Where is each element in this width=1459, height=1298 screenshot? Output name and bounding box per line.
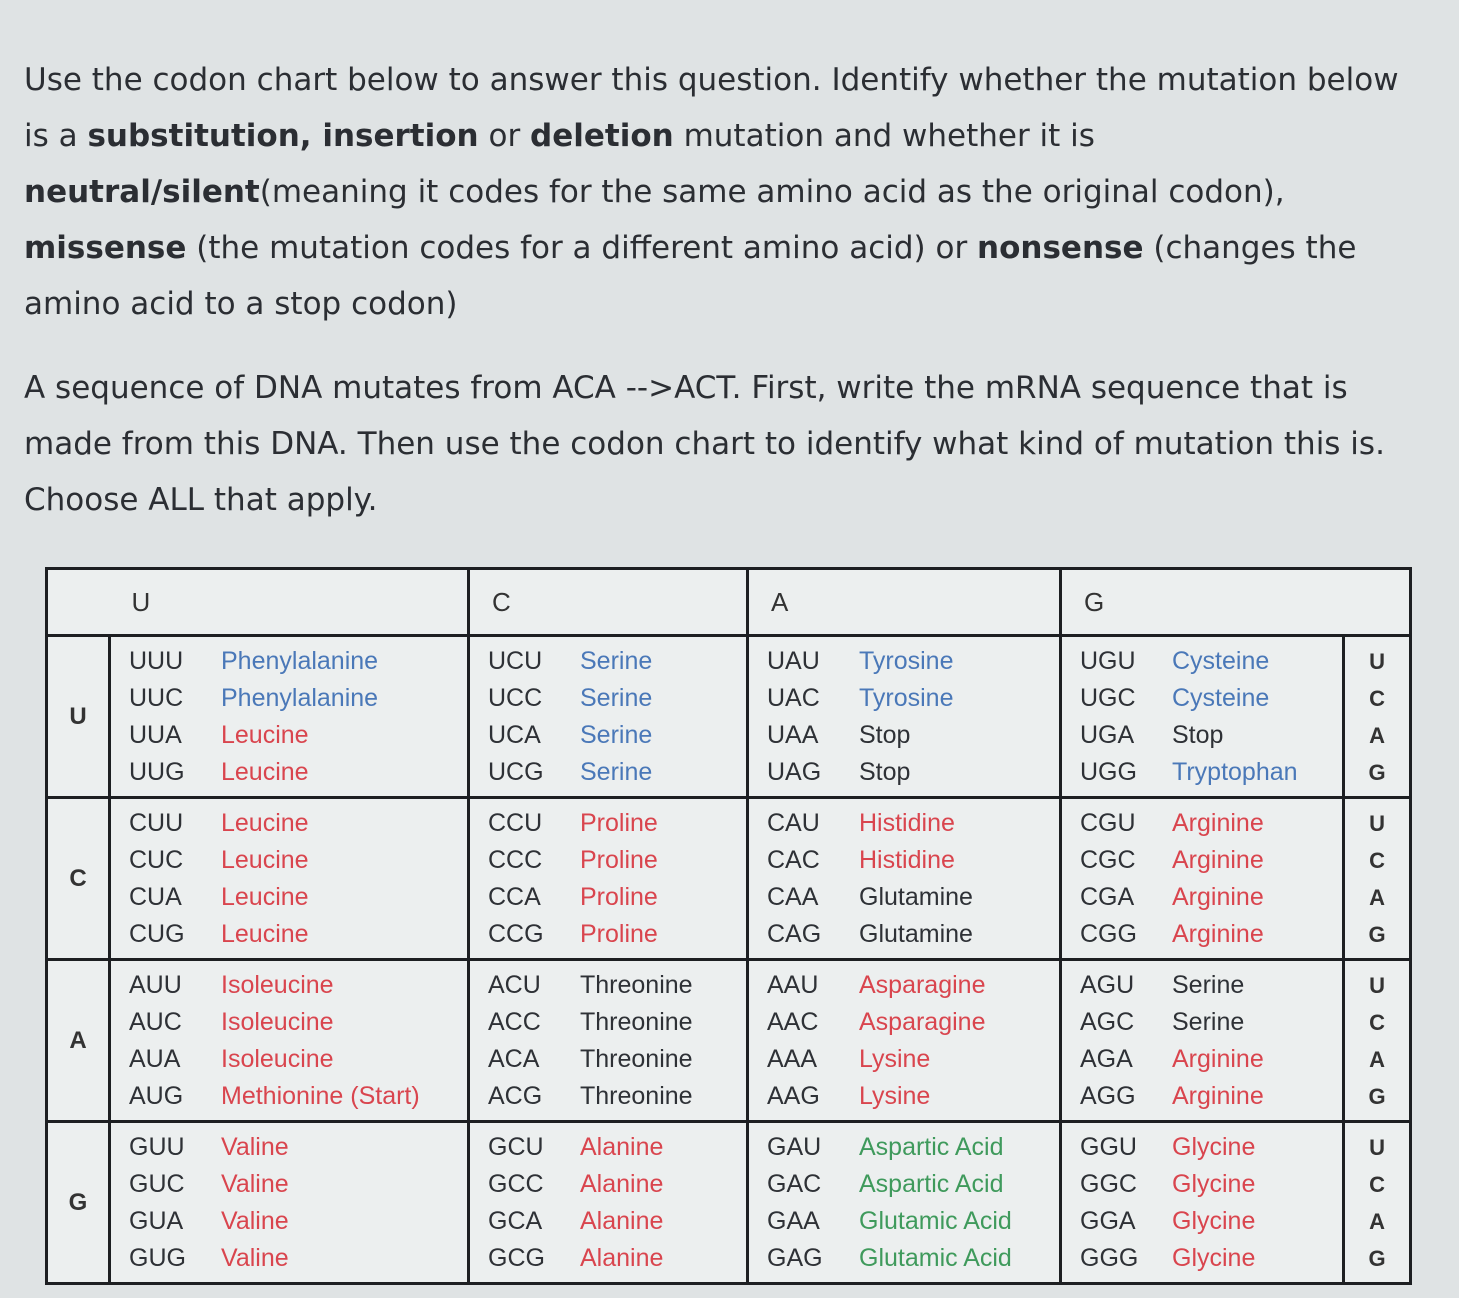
codon-entry (129, 1203, 467, 1240)
amino-acid: Leucine (221, 720, 309, 749)
question-text-run: (meaning it codes for the same amino acid as the original codon), (259, 174, 1285, 210)
amino-acid: Tyrosine (859, 646, 954, 675)
amino-acid: Aspartic Acid (859, 1132, 1004, 1161)
codon: UAC (767, 683, 820, 712)
third-base-label: C (1369, 1009, 1385, 1035)
codon: GAU (767, 1132, 822, 1161)
amino-acid: Alanine (580, 1169, 664, 1198)
codon: UGG (1080, 757, 1137, 786)
amino-acid: Histidine (859, 808, 955, 837)
codon-cell (469, 960, 748, 1122)
amino-acid: Phenylalanine (221, 646, 379, 675)
codon: CAU (767, 808, 820, 837)
amino-acid: Alanine (580, 1206, 664, 1235)
codon: UGA (1080, 720, 1135, 749)
codon: GCC (488, 1169, 544, 1198)
question-text-run: (changes the amino acid to a stop codon) (24, 230, 1357, 322)
amino-acid: Stop (1172, 720, 1224, 749)
codon-entry (1080, 754, 1342, 791)
amino-acid: Phenylalanine (221, 683, 379, 712)
codon-entry (767, 1240, 1059, 1277)
amino-acid: Proline (580, 845, 658, 874)
codon: CGU (1080, 808, 1136, 837)
codon-entry (488, 754, 746, 791)
codon-entry (488, 916, 746, 953)
codon: AUU (129, 970, 182, 999)
amino-acid: Valine (221, 1206, 289, 1235)
third-base-label: G (1368, 921, 1386, 947)
amino-acid: Lysine (859, 1081, 931, 1110)
codon: GUA (129, 1206, 184, 1235)
codon: CUG (129, 919, 185, 948)
codon-entry (488, 1078, 746, 1115)
codon-entry (767, 717, 1059, 754)
amino-acid: Glutamine (859, 919, 973, 948)
codon-entry (129, 1129, 467, 1166)
third-base-labels (1344, 1122, 1411, 1284)
codon-entry (767, 1129, 1059, 1166)
third-base-label: U (1369, 972, 1385, 998)
codon: GUC (129, 1169, 185, 1198)
amino-acid: Arginine (1172, 882, 1264, 911)
chart-corner (47, 569, 110, 636)
codon-entry (1080, 680, 1342, 717)
codon: UCG (488, 757, 544, 786)
codon: ACC (488, 1007, 541, 1036)
amino-acid: Serine (580, 683, 653, 712)
codon: GGG (1080, 1243, 1139, 1272)
codon: CUU (129, 808, 184, 837)
codon-entry (488, 1004, 746, 1041)
amino-acid: Threonine (580, 1044, 693, 1073)
codon-entry (488, 717, 746, 754)
third-base-label: A (1369, 722, 1385, 748)
codon: GGC (1080, 1169, 1137, 1198)
codon: UAG (767, 757, 822, 786)
amino-acid: Asparagine (859, 1007, 986, 1036)
codon-entry (1080, 1129, 1342, 1166)
codon-row-a (47, 960, 1411, 1122)
codon-cell (110, 636, 469, 798)
codon-row-g (47, 1122, 1411, 1284)
amino-acid: Arginine (1172, 845, 1264, 874)
codon: UUA (129, 720, 182, 749)
codon-entry (767, 916, 1059, 953)
amino-acid: Threonine (580, 1081, 693, 1110)
codon: UUC (129, 683, 184, 712)
third-base-label: U (1369, 1134, 1385, 1160)
column-header-c: C (469, 569, 748, 636)
amino-acid: Cysteine (1172, 646, 1270, 675)
codon-entry (1080, 967, 1342, 1004)
codon-entry (129, 967, 467, 1004)
codon: AGC (1080, 1007, 1135, 1036)
codon-cell (110, 1122, 469, 1284)
codon-entry (767, 805, 1059, 842)
codon: CAC (767, 845, 820, 874)
codon-cell (469, 1122, 748, 1284)
amino-acid: Proline (580, 808, 658, 837)
codon: CCA (488, 882, 541, 911)
codon-entry (129, 643, 467, 680)
amino-acid: Leucine (221, 919, 309, 948)
codon: GAA (767, 1206, 820, 1235)
codon-entry (129, 879, 467, 916)
codon-entry (488, 1203, 746, 1240)
amino-acid: Isoleucine (221, 1007, 334, 1036)
amino-acid: Leucine (221, 757, 309, 786)
row-label: G (47, 1122, 110, 1284)
amino-acid: Arginine (1172, 808, 1264, 837)
amino-acid: Methionine (Start) (221, 1081, 420, 1110)
codon: GAC (767, 1169, 822, 1198)
amino-acid: Tryptophan (1172, 757, 1298, 786)
column-header-a: A (748, 569, 1061, 636)
codon-entry (488, 1041, 746, 1078)
amino-acid: Alanine (580, 1243, 664, 1272)
codon-entry (1080, 643, 1342, 680)
codon: UAA (767, 720, 819, 749)
codon-entry (129, 754, 467, 791)
codon-cell (748, 1122, 1061, 1284)
codon-entry (767, 1078, 1059, 1115)
codon-entry (767, 643, 1059, 680)
codon-entry (767, 1041, 1059, 1078)
codon-entry (767, 842, 1059, 879)
amino-acid: Serine (580, 720, 653, 749)
third-base-label: C (1369, 847, 1385, 873)
amino-acid: Threonine (580, 970, 693, 999)
codon-entry (488, 643, 746, 680)
codon-cell (1061, 1122, 1344, 1284)
codon: UCA (488, 720, 541, 749)
third-base-label: U (1369, 648, 1385, 674)
codon: UGC (1080, 683, 1136, 712)
codon-entry (488, 805, 746, 842)
amino-acid: Glycine (1172, 1206, 1256, 1235)
amino-acid: Serine (1172, 970, 1245, 999)
codon: GUG (129, 1243, 186, 1272)
codon-entry (488, 967, 746, 1004)
amino-acid: Isoleucine (221, 970, 334, 999)
codon-entry (767, 680, 1059, 717)
question-text-run: Use the codon chart below to answer this question. Identify whether the mutation below is a (24, 62, 1399, 154)
codon: AAG (767, 1081, 820, 1110)
codon: ACU (488, 970, 541, 999)
codon-cell (1061, 798, 1344, 960)
codon-entry (129, 1004, 467, 1041)
amino-acid: Tyrosine (859, 683, 954, 712)
question-bold-term: missense (24, 230, 187, 266)
amino-acid: Glycine (1172, 1132, 1256, 1161)
amino-acid: Leucine (221, 808, 309, 837)
codon-entry (1080, 1004, 1342, 1041)
codon: CAA (767, 882, 819, 911)
third-base-label: C (1369, 1171, 1385, 1197)
codon-cell (748, 960, 1061, 1122)
amino-acid: Proline (580, 919, 658, 948)
codon: AGG (1080, 1081, 1136, 1110)
codon-entry (488, 842, 746, 879)
codon-entry (767, 1166, 1059, 1203)
codon-entry (767, 1203, 1059, 1240)
codon-cell (110, 960, 469, 1122)
codon: AAC (767, 1007, 819, 1036)
codon-entry (129, 1041, 467, 1078)
third-base-labels (1344, 960, 1411, 1122)
codon: CCG (488, 919, 544, 948)
codon: CUA (129, 882, 182, 911)
amino-acid: Histidine (859, 845, 955, 874)
codon: GCA (488, 1206, 543, 1235)
codon-entry (1080, 916, 1342, 953)
codon: GGA (1080, 1206, 1136, 1235)
codon-entry (129, 680, 467, 717)
codon: GUU (129, 1132, 185, 1161)
third-base-label: A (1369, 884, 1385, 910)
codon-entry (1080, 805, 1342, 842)
question-bold-term: substitution, insertion (87, 118, 479, 154)
codon: CGC (1080, 845, 1136, 874)
third-base-label: G (1368, 1245, 1386, 1271)
codon: GAG (767, 1243, 823, 1272)
third-base-labels (1344, 798, 1411, 960)
codon-entry (129, 842, 467, 879)
amino-acid: Glutamine (859, 882, 973, 911)
codon-entry (488, 1240, 746, 1277)
amino-acid: Leucine (221, 882, 309, 911)
codon-entry (767, 754, 1059, 791)
codon-entry (129, 717, 467, 754)
codon-entry (488, 1129, 746, 1166)
row-label: C (47, 798, 110, 960)
amino-acid: Threonine (580, 1007, 693, 1036)
codon-entry (488, 680, 746, 717)
row-label: U (47, 636, 110, 798)
amino-acid: Aspartic Acid (859, 1169, 1004, 1198)
row-label: A (47, 960, 110, 1122)
codon-entry (1080, 879, 1342, 916)
third-base-labels (1344, 636, 1411, 798)
amino-acid: Arginine (1172, 1044, 1264, 1073)
codon-chart (45, 567, 1412, 1285)
question-text-run: (the mutation codes for a different amino acid) or (186, 230, 978, 266)
amino-acid: Arginine (1172, 1081, 1264, 1110)
amino-acid: Valine (221, 1132, 289, 1161)
amino-acid: Serine (1172, 1007, 1245, 1036)
question-bold-term: deletion (530, 118, 674, 154)
codon: GGU (1080, 1132, 1137, 1161)
codon-cell (110, 798, 469, 960)
question-text-run: mutation and whether it is (673, 118, 1095, 154)
codon-cell (1061, 636, 1344, 798)
codon: UCC (488, 683, 543, 712)
amino-acid: Isoleucine (221, 1044, 334, 1073)
question-bold-term: neutral/silent (24, 174, 260, 210)
question-instructions (24, 52, 1424, 332)
codon: AUG (129, 1081, 184, 1110)
codon: GCU (488, 1132, 544, 1161)
codon-cell (1061, 960, 1344, 1122)
codon-entry (129, 1240, 467, 1277)
amino-acid: Glutamic Acid (859, 1243, 1012, 1272)
codon-cell (469, 636, 748, 798)
codon-row-u (47, 636, 1411, 798)
question-prompt: A sequence of DNA mutates from ACA -->ACT. First, write the mRNA sequence that is made from this DNA. Then use the codon chart to identify what kind of mutation this is. Choose ALL that apply. (24, 370, 1385, 518)
codon: UCU (488, 646, 543, 675)
amino-acid: Proline (580, 882, 658, 911)
amino-acid: Asparagine (859, 970, 986, 999)
amino-acid: Lysine (859, 1044, 931, 1073)
codon-row-c (47, 798, 1411, 960)
codon: AAA (767, 1044, 818, 1073)
codon: AUA (129, 1044, 181, 1073)
codon-entry (1080, 1166, 1342, 1203)
codon-cell (748, 636, 1061, 798)
amino-acid: Leucine (221, 845, 309, 874)
codon: CCU (488, 808, 543, 837)
codon-entry (767, 879, 1059, 916)
amino-acid: Valine (221, 1243, 289, 1272)
third-base-label: A (1369, 1208, 1385, 1234)
codon-cell (748, 798, 1061, 960)
codon: UAU (767, 646, 820, 675)
amino-acid: Glycine (1172, 1243, 1256, 1272)
codon: ACG (488, 1081, 543, 1110)
codon: CGG (1080, 919, 1137, 948)
codon: AGU (1080, 970, 1135, 999)
amino-acid: Alanine (580, 1132, 664, 1161)
codon: AAU (767, 970, 819, 999)
third-base-label: C (1369, 685, 1385, 711)
column-header-g: G (1061, 569, 1411, 636)
codon-entry (488, 879, 746, 916)
codon: UUU (129, 646, 184, 675)
amino-acid: Serine (580, 646, 653, 675)
codon-entry (767, 1004, 1059, 1041)
codon: UUG (129, 757, 185, 786)
codon-entry (1080, 1078, 1342, 1115)
codon: CCC (488, 845, 543, 874)
amino-acid: Glutamic Acid (859, 1206, 1012, 1235)
codon-entry (129, 916, 467, 953)
codon-entry (129, 805, 467, 842)
codon: AGA (1080, 1044, 1133, 1073)
codon: UGU (1080, 646, 1136, 675)
codon-cell (469, 798, 748, 960)
codon: GCG (488, 1243, 545, 1272)
third-base-label: A (1369, 1046, 1385, 1072)
codon-entry (129, 1078, 467, 1115)
third-base-label: G (1368, 1083, 1386, 1109)
codon-entry (767, 967, 1059, 1004)
codon: CGA (1080, 882, 1135, 911)
codon-entry (129, 1166, 467, 1203)
codon-entry (1080, 842, 1342, 879)
column-header-u: U (110, 569, 469, 636)
amino-acid: Stop (859, 720, 911, 749)
amino-acid: Arginine (1172, 919, 1264, 948)
amino-acid: Valine (221, 1169, 289, 1198)
codon-entry (1080, 1240, 1342, 1277)
codon-entry (1080, 1203, 1342, 1240)
amino-acid: Cysteine (1172, 683, 1270, 712)
codon: CAG (767, 919, 822, 948)
codon: AUC (129, 1007, 182, 1036)
third-base-label: G (1368, 759, 1386, 785)
amino-acid: Serine (580, 757, 653, 786)
codon-entry (488, 1166, 746, 1203)
question-bold-term: nonsense (977, 230, 1144, 266)
amino-acid: Glycine (1172, 1169, 1256, 1198)
question-text (24, 52, 1424, 528)
question-text-run: or (478, 118, 531, 154)
codon-entry (1080, 717, 1342, 754)
third-base-label: U (1369, 810, 1385, 836)
codon: ACA (488, 1044, 540, 1073)
codon-entry (1080, 1041, 1342, 1078)
codon: CUC (129, 845, 184, 874)
amino-acid: Stop (859, 757, 911, 786)
